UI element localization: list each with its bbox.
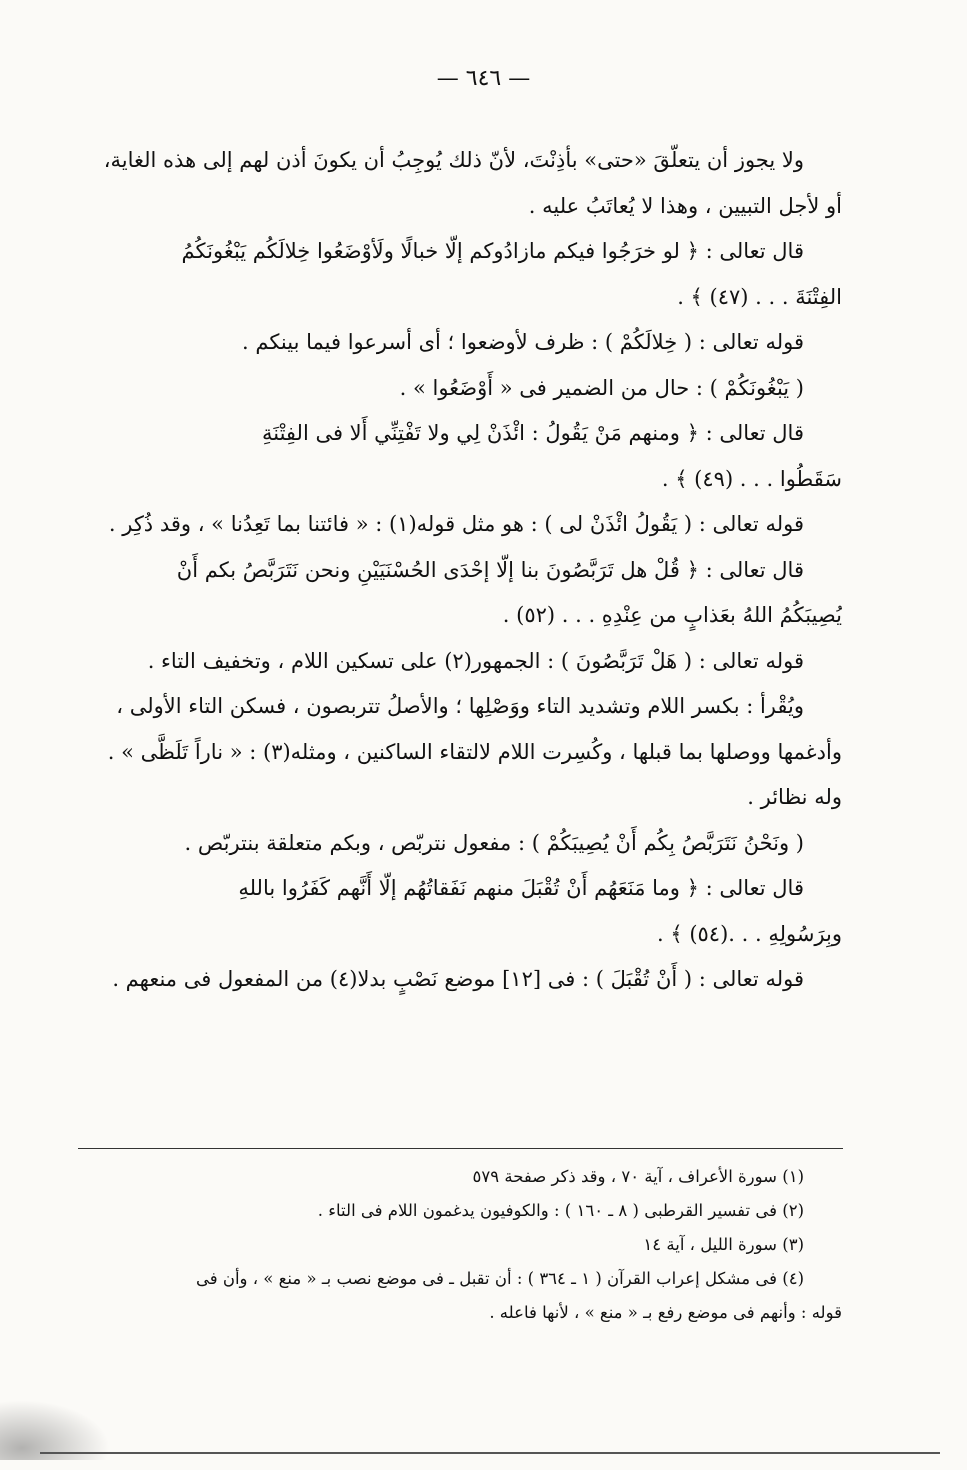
text-line: قوله تعالى : ( يَقُولُ ائْذَنْ لى ) : هو مثل قوله(١) : « فائتنا بما تَعِدُنا » ، وقد ذُكِر .	[108, 512, 804, 536]
scan-smudge	[0, 1400, 110, 1460]
text-line: ( يَبْغُونَكُمْ ) : حال من الضمير فى « أَوْضَعُوا » .	[399, 375, 804, 400]
text-line: قوله تعالى : ( هَلْ تَرَبَّصُونَ ) : الجمهور(٢) على تسكين اللام ، وتخفيف التاء .	[147, 648, 804, 673]
footnote: قوله : وأنهم فى موضع رفع بـ « منع » ، لأنها فاعله .	[489, 1303, 842, 1322]
footnotes	[60, 1160, 842, 1330]
text-line: الفِتْنَةَ . . . (٤٧) ﴾ .	[677, 284, 842, 309]
footnote: (٢) فى تفسير القرطبى ( ٨ ـ ١٦٠ ) : والكوفيون يدغمون اللام فى التاء .	[317, 1201, 804, 1220]
text-line: وله نظائر .	[747, 785, 842, 809]
text-line: قوله تعالى : ( أَنْ تُقْبَلَ ) : فى [١٢] موضع نَصْبٍ بدلا(٤) من المفعول فى منعهم .	[112, 967, 804, 991]
text-line: وبِرَسُولِهِ . . .(٥٤) ﴾ .	[656, 921, 842, 946]
page-number: — ٦٤٦ —	[436, 66, 531, 91]
main-text	[80, 138, 842, 1003]
text-line: ويُقْرأ : بكسر اللام وتشديد التاء ووَصْلِها ؛ والأصلُ تتربصون ، فسكن التاء الأولى ،	[116, 694, 804, 718]
text-line: قال تعالى : ﴿ وما مَنَعَهُم أَنْ تُقْبَلَ منهم نَفَقاتُهُم إلّا أَنَّهم كَفَرُوا باللهِ	[238, 876, 804, 900]
footnote: (٣) سورة الليل ، آية ١٤	[643, 1235, 804, 1254]
text-line: قال تعالى : ﴿ قُلْ هل تَرَبَّصُونَ بنا إلّا إحْدَى الحُسْنَيَيْنِ ونحن نَتَرَبَّصُ بكم أَنْ	[176, 557, 804, 582]
text-line: يُصِيبَكُمُ اللهُ بعَذابٍ من عِنْدِهِ . . . (٥٢) .	[502, 603, 842, 627]
text-line: قال تعالى : ﴿ لو خرَجُوا فيكم مازادُوكم إلّا خبالًا ولَأوْضَعُوا خِلالَكُم يَبْغُونَكُمُ	[181, 239, 804, 263]
text-line: قال تعالى : ﴿ ومنهم مَنْ يَقُولُ : ائْذَنْ لِي ولا تَفْتِنِّي أَلا فى الفِتْنَةِ	[261, 421, 804, 445]
text-line: ولا يجوز أن يتعلّقَ «حتى» بأذِنْتَ، لأنّ ذلك يُوجِبُ أن يكونَ أذن لهم إلى هذه الغاية،	[103, 148, 804, 172]
text-line: قوله تعالى : ( خِلالَكُمْ ) : ظرف لأوضعوا ؛ أى أسرعوا فيما بينكم .	[242, 330, 804, 354]
text-line: سَقَطُوا . . . (٤٩) ﴾ .	[661, 466, 842, 491]
text-line: وأدغمها ووصلها بما قبلها ، وكُسِرت اللام لالتقاء الساكنين ، ومثله(٣) : « ناراً تَلَظَّى » .	[107, 739, 842, 764]
text-line: ( ونَحْنُ نَتَرَبَّصُ بِكُم أَنْ يُصِيبَكُمْ ) : مفعول نتربّص ، وبكم متعلقة بنتربّص .	[184, 830, 804, 855]
footnote-divider	[78, 1148, 843, 1149]
footnote: (٤) فى مشكل إعراب القرآن ( ١ ـ ٣٦٤ ) : أن تقبل ـ فى موضع نصب بـ « منع » ، وأن فى	[195, 1269, 804, 1288]
page-bottom-edge	[40, 1452, 940, 1454]
text-line: أو لأجل التبيين ، وهذا لا يُعاتَبُ عليه .	[528, 193, 842, 218]
footnote: (١) سورة الأعراف ، آية ٧٠ ، وقد ذكر صفحة ٥٧٩	[472, 1167, 804, 1186]
